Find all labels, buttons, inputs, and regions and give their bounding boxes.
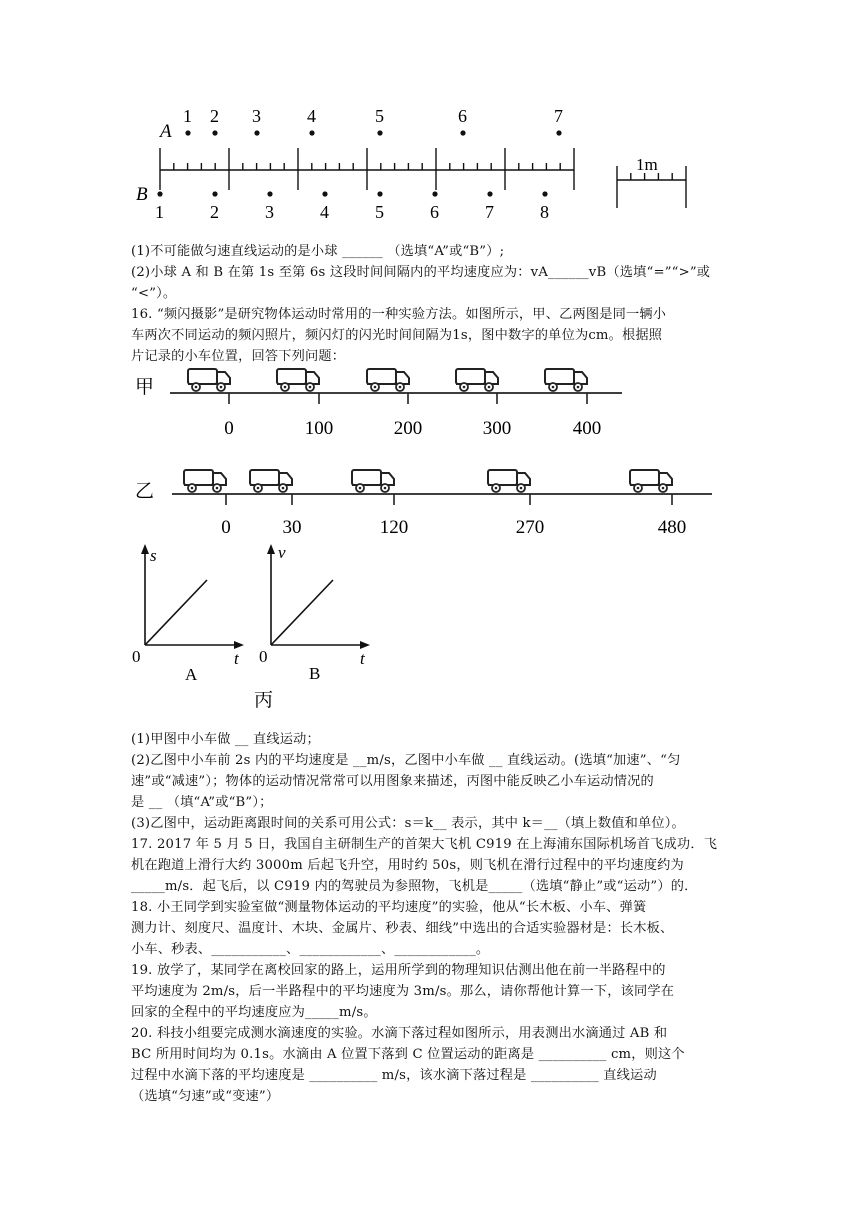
yi-number: 0 xyxy=(221,517,231,538)
jia-label: 甲 xyxy=(135,376,155,398)
row-b-dot xyxy=(487,191,492,196)
truck-icon xyxy=(630,470,672,492)
jia-number: 100 xyxy=(304,418,334,439)
row-b-dot xyxy=(377,191,382,196)
row-a-label: A xyxy=(160,121,172,142)
row-b-number: 7 xyxy=(485,202,494,222)
q16-part2-2: 速”或“减速”）；物体的运动情况常常可以用图象来描述，丙图中能反映乙小车运动情况的 xyxy=(131,774,654,789)
jia-number: 400 xyxy=(572,418,602,439)
row-a-dot xyxy=(309,130,314,135)
graph-a-origin: 0 xyxy=(132,647,141,666)
ball-ruler-figure xyxy=(136,106,686,222)
graph-b-line xyxy=(271,580,333,645)
q20-line4: （选填“匀速”或“变速”） xyxy=(131,1089,280,1104)
graph-a-x-label: t xyxy=(234,649,239,668)
truck-icon xyxy=(367,369,409,391)
truck-icon xyxy=(184,470,226,492)
row-b-number: 2 xyxy=(210,202,219,222)
row-b-label: B xyxy=(136,184,148,205)
q16-part2-3: 是 __ （填“A”或“B”）； xyxy=(131,795,273,810)
bing-label: 丙 xyxy=(254,689,274,711)
row-b-number: 3 xyxy=(265,202,274,222)
row-a-numbers xyxy=(183,106,563,126)
q17-line1: 17. 2017 年 5 月 5 日，我国自主研制生产的首架大飞机 C919 在上海浦东国际机场首飞成功．飞 xyxy=(131,837,718,852)
truck-icon xyxy=(456,369,498,391)
row-b-number: 1 xyxy=(155,202,164,222)
q20-line3: 过程中水滴下落的平均速度是 __________ m/s，该水滴下落过程是 __________ 直线运动 xyxy=(131,1068,657,1083)
row-a-number: 3 xyxy=(252,106,261,126)
q16-intro-3: 片记录的小车位置，回答下列问题： xyxy=(131,349,346,364)
row-b-number: 8 xyxy=(540,202,549,222)
row-a-dots xyxy=(185,130,561,135)
yi-number: 480 xyxy=(657,517,687,538)
row-a-dot xyxy=(377,130,382,135)
yi-number: 120 xyxy=(379,517,409,538)
jia-track xyxy=(135,369,622,439)
row-a-dot xyxy=(212,130,217,135)
row-a-dot xyxy=(254,130,259,135)
q17-line3: _____m/s．起飞后，以 C919 内的驾驶员为参照物，飞机是_____（选填“静止”或“运动”）的． xyxy=(131,879,698,894)
row-b-dots xyxy=(157,191,547,196)
row-b-dot xyxy=(157,191,162,196)
ruler-ticks xyxy=(160,148,574,190)
q19-line1: 19. 放学了，某同学在离校回家的路上，运用所学到的物理知识估测出他在前一半路程中的 xyxy=(131,963,666,978)
row-b-numbers xyxy=(155,202,549,222)
q19-line2: 平均速度为 2m/s，后一半路程中的平均速度为 3m/s。那么，请你帮他计算一下，该同学在 xyxy=(131,984,675,999)
q17-line2: 机在跑道上滑行大约 3000m 后起飞升空，用时约 50s，则飞机在滑行过程中的平均速度约为 xyxy=(131,858,684,873)
row-a-dot xyxy=(185,130,190,135)
q18-line3: 小车、秒表、___________、____________、____________。 xyxy=(131,942,490,957)
row-b-dot xyxy=(432,191,437,196)
jia-trucks xyxy=(188,369,587,391)
graph-a-line xyxy=(145,580,207,645)
row-a-number: 4 xyxy=(307,106,316,126)
graph-a-name: A xyxy=(185,665,198,684)
row-a-number: 6 xyxy=(458,106,467,126)
row-b-number: 5 xyxy=(375,202,384,222)
scale-label: 1m xyxy=(636,155,658,174)
jia-number: 200 xyxy=(393,418,423,439)
graph-b-origin: 0 xyxy=(259,647,268,666)
q16-part3: (3)乙图中，运动距离跟时间的关系可用公式：s＝k__ 表示，其中 k＝__（填上数值和单位）。 xyxy=(131,816,685,831)
jia-number: 300 xyxy=(482,418,512,439)
q20-line2: BC 所用时间均为 0.1s。水滴由 A 位置下落到 C 位置运动的距离是 __________ cm，则这个 xyxy=(131,1047,685,1062)
truck-icon xyxy=(250,470,292,492)
q15-part2-cont: “<”）。 xyxy=(131,286,177,301)
truck-icon xyxy=(545,369,587,391)
yi-label: 乙 xyxy=(135,480,155,502)
truck-icon xyxy=(352,470,394,492)
jia-number: 0 xyxy=(224,418,234,439)
truck-icon xyxy=(188,369,230,391)
q16-intro-2: 车两次不同运动的频闪照片，频闪灯的闪光时间间隔为1s，图中数字的单位为cm。根据照 xyxy=(131,328,663,343)
yi-number: 270 xyxy=(515,517,545,538)
row-b-number: 6 xyxy=(430,202,439,222)
row-a-number: 5 xyxy=(375,106,384,126)
graph-b-y-label: v xyxy=(278,543,286,562)
graph-a-y-label: s xyxy=(150,546,157,565)
graph-b-name: B xyxy=(309,664,321,683)
q15-part2: (2)小球 A 和 B 在第 1s 至第 6s 这段时间间隔内的平均速度应为：vA______vB（选填“=”“>”或 xyxy=(131,265,711,280)
q18-line1: 18. 小王同学到实验室做“测量物体运动的平均速度”的实验，他从“长木板、小车、弹簧 xyxy=(131,900,647,915)
truck-icon xyxy=(488,470,530,492)
row-b-dot xyxy=(542,191,547,196)
row-a-number: 2 xyxy=(210,106,219,126)
q18-line2: 测力计、刻度尺、温度计、木块、金属片、秒表、细线”中选出的合适实验器材是：长木板、 xyxy=(131,921,674,936)
q16-part1: (1)甲图中小车做 __ 直线运动； xyxy=(131,732,320,747)
yi-numbers xyxy=(221,494,686,538)
yi-track xyxy=(135,470,712,538)
row-b-dot xyxy=(267,191,272,196)
row-b-dot xyxy=(212,191,217,196)
jia-numbers xyxy=(224,393,601,439)
q15-part1: (1)不可能做匀速直线运动的是小球 ______ （选填“A”或“B”）; xyxy=(131,244,505,259)
row-a-dot xyxy=(556,130,561,135)
row-b-dot xyxy=(322,191,327,196)
truck-icon xyxy=(277,369,319,391)
row-b-number: 4 xyxy=(320,202,329,222)
row-a-dot xyxy=(460,130,465,135)
q16-intro-1: 16. “频闪摄影”是研究物体运动时常用的一种实验方法。如图所示，甲、乙两图是同一辆小 xyxy=(131,307,667,322)
row-a-number: 7 xyxy=(554,106,563,126)
yi-trucks xyxy=(184,470,672,492)
graph-b-x-label: t xyxy=(360,649,365,668)
graph-a xyxy=(132,544,244,684)
q20-line1: 20. 科技小组要完成测水滴速度的实验。水滴下落过程如图所示，用表测出水滴通过 AB 和 xyxy=(131,1026,668,1041)
row-a-number: 1 xyxy=(183,106,192,126)
graph-b xyxy=(259,543,370,683)
q16-part2-1: (2)乙图中小车前 2s 内的平均速度是 __m/s，乙图中小车做 __ 直线运动。(选填“加速”、“匀 xyxy=(131,753,681,768)
q19-line3: 回家的全程中的平均速度应为_____m/s。 xyxy=(131,1005,377,1020)
yi-number: 30 xyxy=(282,517,302,538)
